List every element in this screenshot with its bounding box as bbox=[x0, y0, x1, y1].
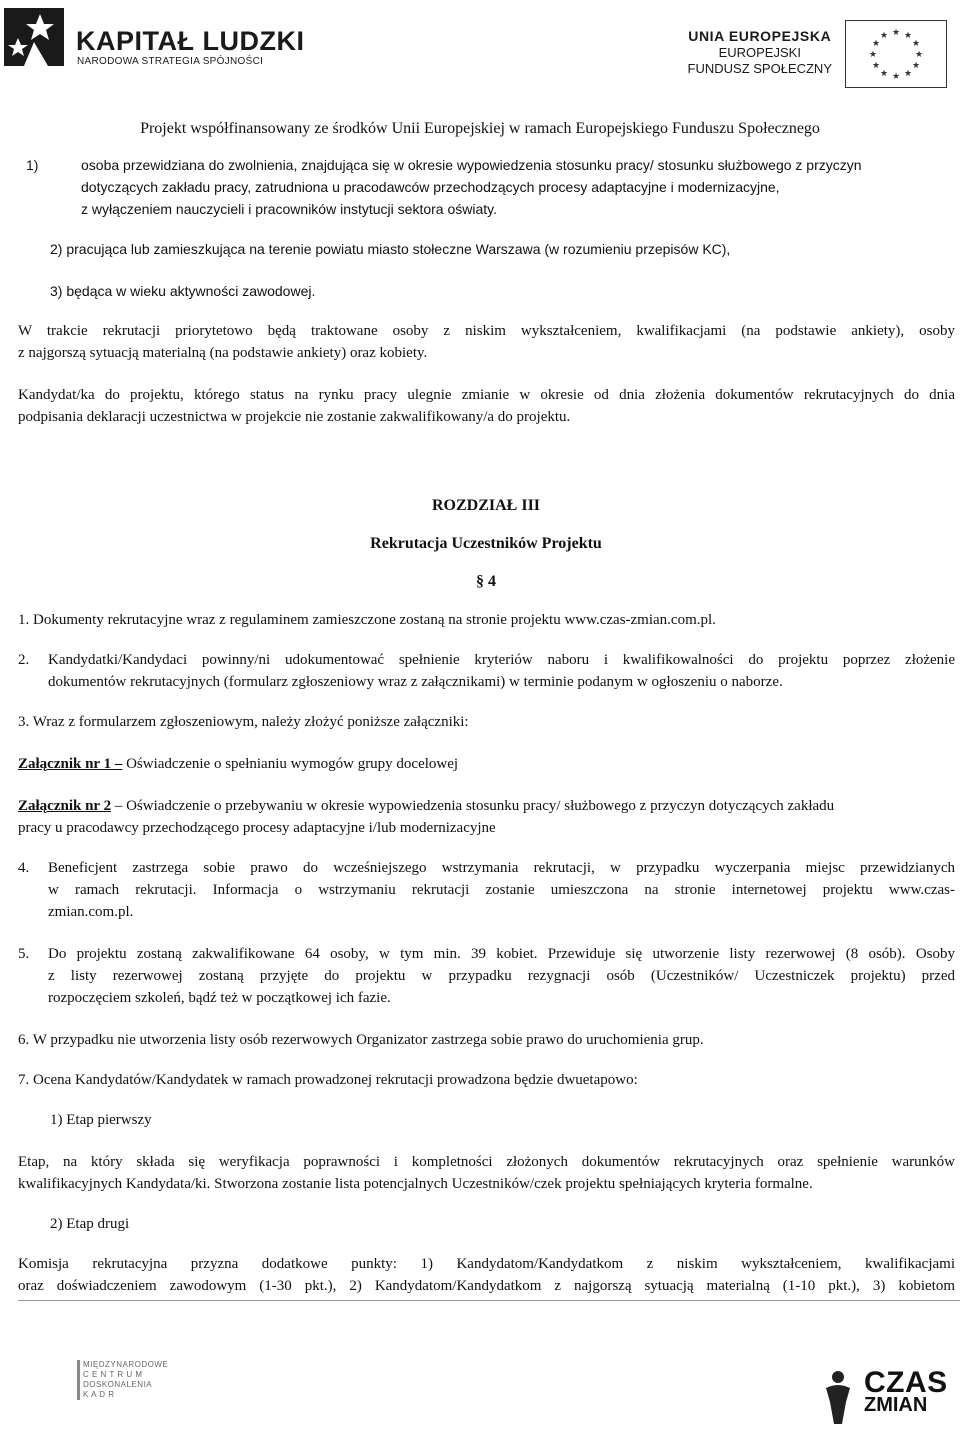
attachment-label: Załącznik nr 2 bbox=[18, 798, 112, 814]
list-item-number: 1) bbox=[26, 157, 39, 173]
list-item-line: rozpoczęciem szkoleń, bądź też w początkowej ich fazie. bbox=[48, 990, 391, 1006]
paragraph-mark: § 4 bbox=[476, 573, 496, 590]
mcdk-line: DOSKONALENIA bbox=[83, 1380, 153, 1389]
mcdk-logo bbox=[83, 1360, 198, 1400]
svg-text:★: ★ bbox=[891, 28, 901, 38]
svg-text:★: ★ bbox=[891, 72, 901, 82]
mcdk-logo-bar-icon bbox=[77, 1360, 80, 1400]
list-item-line: zmian.com.pl. bbox=[48, 904, 134, 920]
list-item: 3) będąca w wieku aktywności zawodowej. bbox=[50, 283, 316, 299]
czas-line: CZAS bbox=[864, 1366, 948, 1399]
mcdk-line: K A D R bbox=[83, 1390, 115, 1399]
list-item: 2) pracująca lub zamieszkująca na terenie powiatu miasto stołeczne Warszawa (w rozumieniu przepisów KC), bbox=[50, 241, 731, 257]
chapter-heading: ROZDZIAŁ III bbox=[431, 497, 541, 514]
list-item: 3. Wraz z formularzem zgłoszeniowym, należy złożyć poniższe załączniki: bbox=[18, 714, 469, 730]
list-item-line: z wyłączeniem nauczycieli i pracowników instytucji sektora oświaty. bbox=[81, 201, 498, 217]
list-item: 7. Ocena Kandydatów/Kandydatek w ramach prowadzonej rekrutacji prowadzona będzie dwuetapowo: bbox=[18, 1072, 638, 1088]
attachment-text: Oświadczenie o spełnianiu wymogów grupy docelowej bbox=[122, 756, 459, 772]
paragraph-line: Komisja rekrutacyjna przyzna dodatkowe punkty: 1) Kandydatom/Kandydatkom z niskim wykształceniem, kwalifikacjami bbox=[18, 1256, 955, 1272]
list-item: 1. Dokumenty rekrutacyjne wraz z regulaminem zamieszczone zostaną na stronie projektu www.czas-zmian.com.pl. bbox=[18, 612, 716, 628]
svg-text:★: ★ bbox=[868, 50, 878, 60]
paragraph-line: W trakcie rekrutacji priorytetowo będą traktowane osoby z niskim wykształceniem, kwalifikacjami (na podstawie ankiety), osoby bbox=[18, 323, 955, 339]
czas-zmian-figure-icon bbox=[820, 1368, 856, 1426]
attachment-2 bbox=[18, 795, 834, 817]
list-item-line: Do projektu zostaną zakwalifikowane 64 osoby, w tym min. 39 kobiet. Przewiduje się utworzenie listy rezerwowej (8 osób). Osoby bbox=[48, 946, 955, 962]
list-item-line: dotyczących zakładu pracy, zatrudniona u pracodawców przechodzących procesy adaptacyjne i modernizacyjne, bbox=[81, 179, 780, 195]
list-item-line: osoba przewidziana do zwolnienia, znajdująca się w okresie wypowiedzenia stosunku pracy/ stosunku służbowego z przyczyn bbox=[81, 157, 862, 173]
svg-text:★: ★ bbox=[911, 39, 921, 49]
svg-text:★: ★ bbox=[879, 69, 889, 79]
eu-logo-text bbox=[688, 27, 832, 77]
paragraph-line: oraz doświadczeniem zawodowym (1-30 pkt.), 2) Kandydatom/Kandydatkom z najgorszą sytuacją materialną (1-10 pkt.), 3) kobietom bbox=[18, 1278, 955, 1294]
footer-divider bbox=[18, 1300, 960, 1301]
list-item: 6. W przypadku nie utworzenia listy osób rezerwowych Organizator zastrzega sobie prawo do uruchomienia grup. bbox=[18, 1032, 704, 1048]
attachment-text: – Oświadczenie o przebywaniu w okresie wypowiedzenia stosunku pracy/ służbowego z przyczyn dotyczących zakładu bbox=[111, 798, 835, 814]
kapital-ludzki-title: KAPITAŁ LUDZKI bbox=[76, 26, 305, 56]
paragraph-line: Kandydat/ka do projektu, którego status na rynku pracy ulegnie zmianie w okresie od dnia złożenia dokumentów rekrutacyjnych do dnia bbox=[18, 387, 955, 403]
list-item-number: 4. bbox=[18, 860, 30, 876]
kapital-ludzki-subtitle: NARODOWA STRATEGIA SPÓJNOŚCI bbox=[77, 56, 264, 67]
project-cofinancing-line: Projekt współfinansowany ze środków Unii Europejskiej w ramach Europejskiego Funduszu Społecznego bbox=[140, 120, 820, 137]
list-item-number: 5. bbox=[18, 946, 30, 962]
svg-text:★: ★ bbox=[911, 61, 921, 71]
stage-heading: 1) Etap pierwszy bbox=[50, 1112, 152, 1128]
list-item-line: Beneficjent zastrzega sobie prawo do wcześniejszego wstrzymania rekrutacji, w przypadku wyczerpania miejsc przewidzianych bbox=[48, 860, 955, 876]
svg-text:★: ★ bbox=[903, 69, 913, 79]
list-item-number: 2. bbox=[18, 652, 30, 668]
svg-text:★: ★ bbox=[879, 31, 889, 41]
mcdk-line: C E N T R U M bbox=[83, 1370, 143, 1379]
eu-line-3: FUNDUSZ SPOŁECZNY bbox=[687, 61, 832, 76]
svg-text:★: ★ bbox=[871, 39, 881, 49]
kapital-ludzki-logo-icon bbox=[4, 8, 64, 66]
mcdk-line: MIĘDZYNARODOWE bbox=[83, 1360, 169, 1369]
list-item-line: z listy rezerwowej zostaną przyjęte do projektu w przypadku rezygnacji osób (Uczestników/ Uczestniczek projektu) przed bbox=[48, 968, 955, 984]
attachment-text-line: pracy u pracodawcy przechodzącego procesy adaptacyjne i/lub modernizacyjne bbox=[18, 820, 496, 836]
chapter-title: Rekrutacja Uczestników Projektu bbox=[370, 535, 602, 552]
list-item-line: w ramach rekrutacji. Informacja o wstrzymaniu rekrutacji zostanie umieszczona na stronie internetowej projektu www.czas- bbox=[48, 882, 955, 898]
eu-line-2: EUROPEJSKI bbox=[718, 45, 801, 60]
paragraph-line: z najgorszą sytuacją materialną (na podstawie ankiety) oraz kobiety. bbox=[18, 345, 428, 361]
zmian-line: ZMIAN bbox=[864, 1394, 928, 1416]
list-item-line: Kandydatki/Kandydaci powinny/ni udokumentować spełnienie kryteriów naboru i kwalifikowalności do projektu poprzez złożenie bbox=[48, 652, 955, 668]
list-item-line: dokumentów rekrutacyjnych (formularz zgłoszeniowy wraz z załącznikami) w terminie podanym w ogłoszeniu o naborze. bbox=[48, 674, 783, 690]
paragraph-line: podpisania deklaracji uczestnictwa w projekcie nie zostanie zakwalifikowany/a do projektu. bbox=[18, 409, 571, 425]
attachment-1 bbox=[18, 753, 458, 775]
eu-line-1: UNIA EUROPEJSKA bbox=[688, 28, 832, 44]
svg-text:★: ★ bbox=[871, 61, 881, 71]
paragraph-line: kwalifikacyjnych Kandydata/ki. Stworzona zostanie lista potencjalnych Uczestników/czek projektu spełniających kryteria formalne. bbox=[18, 1176, 813, 1192]
svg-text:★: ★ bbox=[903, 31, 913, 41]
eu-flag-icon bbox=[845, 20, 947, 88]
paragraph-line: Etap, na który składa się weryfikacja poprawności i kompletności złożonych dokumentów rekrutacyjnych oraz spełnienie warunków bbox=[18, 1154, 955, 1170]
attachment-label: Załącznik nr 1 – bbox=[18, 756, 123, 772]
czas-zmian-logo-text bbox=[864, 1366, 948, 1416]
svg-text:★: ★ bbox=[914, 50, 924, 60]
stage-heading: 2) Etap drugi bbox=[50, 1216, 130, 1232]
